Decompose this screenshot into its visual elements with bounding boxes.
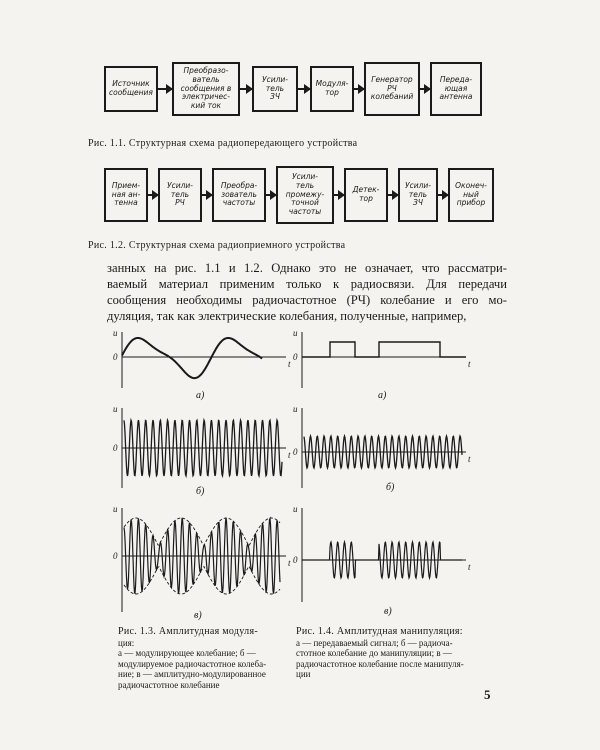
block-terminal-device: Оконеч- ный прибор [448, 168, 494, 222]
body-paragraph [107, 260, 507, 324]
panel-label: б) [386, 482, 395, 493]
block-freq-converter: Преобра- зователь частоты [212, 168, 266, 222]
fig1-1-caption: Рис. 1.1. Структурная схема радиопередающего устройства [88, 138, 358, 149]
fig1-3-caption [118, 627, 293, 690]
block-diagrams [0, 0, 600, 260]
pulse-signal [302, 342, 466, 357]
axis-zero-label: 0 [113, 443, 118, 453]
am-envelope-lower [124, 566, 280, 594]
panel-label: в) [384, 606, 392, 617]
arrow [388, 194, 398, 196]
caption-line: модулируемое радиочастотное колеба- [118, 658, 267, 669]
arrow [354, 88, 364, 90]
caption-line: ция: [118, 637, 135, 648]
arrow [420, 88, 430, 90]
axis-u-label: u [293, 404, 298, 414]
caption-line: ции [296, 669, 311, 679]
body-line: занных на рис. 1.1 и 1.2. Однако это не означает, что рассматри- [107, 261, 507, 275]
axis-t-label: t [468, 359, 471, 369]
block-modulator: Модуля- тор [310, 66, 354, 112]
fig1-4-caption [296, 627, 496, 680]
arrow [298, 88, 310, 90]
arrow [202, 194, 212, 196]
axis-zero-label: 0 [113, 551, 118, 561]
axis-t-label: t [468, 454, 471, 464]
caption-line: а — передаваемый сигнал; б — радиоча- [296, 637, 453, 648]
arrow [158, 88, 172, 90]
block-rf-amplifier: Усили- тель РЧ [158, 168, 202, 222]
arrow [438, 194, 448, 196]
block-tx-antenna: Переда- ющая антенна [430, 62, 482, 116]
axis-u-label: u [113, 404, 118, 414]
block-detector: Детек- тор [344, 168, 388, 222]
arrow [148, 194, 158, 196]
caption-line: а — модулирующее колебание; б — [118, 648, 256, 658]
fig1-3-title: Рис. 1.3. Амплитудная модуля- [118, 626, 258, 637]
block-rx-antenna: Прием- ная ан- тенна [104, 168, 148, 222]
axis-u-label: u [113, 328, 118, 338]
axis-t-label: t [288, 558, 291, 568]
block-af-amplifier: Усили- тель ЗЧ [252, 66, 298, 112]
arrow [266, 194, 276, 196]
axis-u-label: u [293, 504, 298, 514]
axis-zero-label: 0 [293, 555, 298, 565]
caption-line: ние; в — амплитудно-модулированное [118, 669, 266, 679]
block-rf-generator: Генератор РЧ колебаний [364, 62, 420, 116]
axis-t-label: t [468, 562, 471, 572]
axis-zero-label: 0 [293, 447, 298, 457]
body-line: дуляция, так как электрические колебания, полученные, например, [107, 309, 467, 323]
panel-label: а) [378, 390, 387, 401]
caption-line: стотное колебание до манипуляции; в — [296, 648, 452, 658]
body-line: сообщения необходимы радиочастотное (РЧ) колебание и его мо- [107, 293, 507, 307]
block-converter: Преобразо- ватель сообщения в электричес- кий ток [172, 62, 240, 116]
fig1-4-title: Рис. 1.4. Амплитудная манипуляция: [296, 626, 463, 637]
caption-line: радиочастотное колебание после манипуля- [296, 658, 464, 669]
modulating-wave [122, 338, 262, 378]
body-line: ваемый материал применим только к радиосвязи. Для передачи [107, 277, 507, 291]
axis-zero-label: 0 [293, 352, 298, 362]
axis-u-label: u [113, 504, 118, 514]
caption-line: радиочастотное колебание [118, 679, 220, 690]
arrow [240, 88, 252, 90]
page-number: 5 [484, 687, 491, 702]
fig1-2-caption: Рис. 1.2. Структурная схема радиоприемного устройства [88, 240, 346, 251]
axis-t-label: t [288, 359, 291, 369]
panel-label: а) [196, 390, 205, 401]
panel-label: в) [194, 610, 202, 621]
axis-u-label: u [293, 328, 298, 338]
block-af-amplifier-rx: Усили- тель ЗЧ [398, 168, 438, 222]
block-source: Источник сообщения [104, 66, 158, 112]
waveform-figures [0, 325, 600, 625]
axis-t-label: t [288, 450, 291, 460]
panel-label: б) [196, 486, 205, 497]
axis-zero-label: 0 [113, 352, 118, 362]
am-wave [124, 518, 280, 594]
block-if-amplifier: Усили- тель промежу- точной частоты [276, 166, 334, 224]
arrow [334, 194, 344, 196]
